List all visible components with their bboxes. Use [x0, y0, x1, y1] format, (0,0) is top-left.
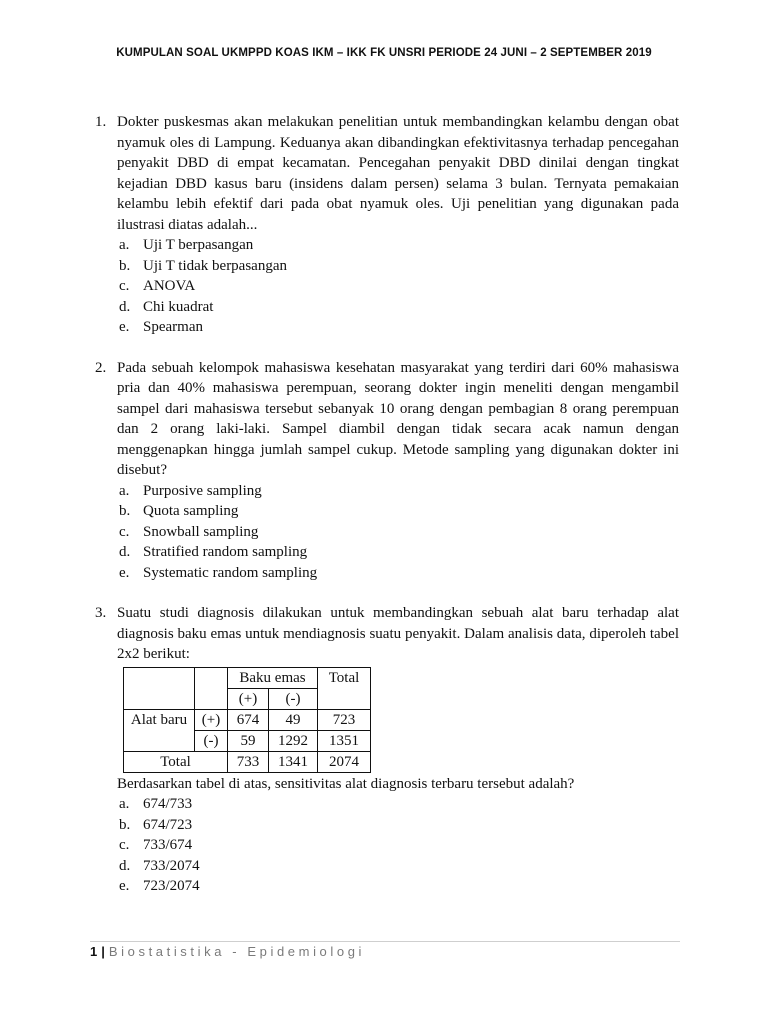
option-text: Purposive sampling [143, 482, 262, 499]
header-pos: (+) [228, 688, 269, 709]
table-cell-empty [124, 667, 195, 709]
question-list [95, 112, 679, 917]
table-cell: 674 [228, 709, 269, 730]
page-footer [90, 944, 365, 959]
option-c [117, 835, 679, 856]
footer-divider [90, 941, 680, 942]
question-text: Dokter puskesmas akan melakukan penelitian untuk membandingkan kelambu dengan obat nyamuk oles di Lampung. Keduanya akan dibandingkan efektivitasnya terhadap pencegahan penyakit DBD di empat kecamatan. Pencegahan penyakit DBD dinilai dengan tingkat kejadian DBD kasus baru (insidens dalam persen) selama 3 bulan. Ternyata pemakaian kelambu lebih efektif dari pada obat nyamuk oles. Uji penelitian yang digunakan pada ilustrasi diatas adalah... [117, 114, 679, 233]
row-label-alat-baru: Alat baru [124, 709, 195, 751]
option-letter: b. [119, 816, 131, 833]
question-1 [95, 112, 679, 338]
page-number: 1 [90, 944, 98, 959]
option-text: 733/674 [143, 837, 193, 853]
option-b [117, 256, 679, 277]
question-number: 3. [95, 605, 107, 621]
table-cell: 733 [228, 751, 269, 772]
option-letter: c. [119, 278, 130, 294]
option-letter: a. [119, 482, 130, 499]
option-list [117, 235, 679, 338]
option-letter: e. [119, 319, 130, 335]
total-label: Total [124, 751, 228, 772]
table-row [124, 709, 371, 730]
table-cell: 1351 [318, 730, 371, 751]
option-text: ANOVA [143, 278, 196, 294]
option-a [117, 794, 679, 815]
header-neg: (-) [269, 688, 318, 709]
footer-separator: | [101, 944, 105, 959]
option-d [117, 542, 679, 563]
option-e [117, 317, 679, 338]
table-cell: 49 [269, 709, 318, 730]
question-text: Pada sebuah kelompok mahasiswa kesehatan masyarakat yang terdiri dari 60% mahasiswa pria dan 40% mahasiswa perempuan, seorang dokter ingin meneliti dengan mengambil sampel dari mahasiswa tersebut sebanyak 10 orang dengan pembagian 8 orang perempuan dan 2 orang laki-laki. Sampel diambil dengan tidak secara acak namun dengan menggenapkan hingga jumlah sampel cukup. Metode sampling yang digunakan dokter ini disebut? [117, 359, 679, 478]
option-c [117, 276, 679, 297]
table-cell: 1292 [269, 730, 318, 751]
option-text: 723/2074 [143, 878, 200, 894]
table-row [124, 667, 371, 688]
option-letter: a. [119, 237, 130, 253]
option-letter: a. [119, 796, 130, 812]
option-text: Uji T berpasangan [143, 237, 254, 253]
footer-subject: Biostatistika - Epidemiologi [108, 944, 366, 959]
option-letter: d. [119, 857, 131, 874]
option-text: Stratified random sampling [143, 544, 308, 560]
row-sign-pos: (+) [195, 709, 228, 730]
page-header: KUMPULAN SOAL UKMPPD KOAS IKM – IKK FK UNSRI PERIODE 24 JUNI – 2 SEPTEMBER 2019 [116, 47, 652, 59]
option-list [117, 794, 679, 897]
option-a [117, 481, 679, 502]
option-letter: b. [119, 503, 131, 519]
question-number: 2. [95, 359, 107, 376]
table-cell: 59 [228, 730, 269, 751]
option-letter: e. [119, 878, 130, 894]
option-b [117, 815, 679, 836]
option-text: Quota sampling [143, 503, 239, 519]
question-followup-text: Berdasarkan tabel di atas, sensitivitas alat diagnosis terbaru tersebut adalah? [117, 775, 575, 792]
option-text: 674/723 [143, 816, 193, 833]
table-cell: 2074 [318, 751, 371, 772]
option-list [117, 481, 679, 584]
option-c [117, 522, 679, 543]
option-letter: c. [119, 837, 130, 853]
option-text: Uji T tidak berpasangan [143, 257, 287, 274]
header-total: Total [318, 667, 371, 709]
question-3 [95, 603, 679, 897]
table-cell: 723 [318, 709, 371, 730]
option-d [117, 856, 679, 877]
option-text: 733/2074 [143, 857, 200, 874]
option-e [117, 563, 679, 584]
contingency-table [123, 667, 371, 773]
option-letter: e. [119, 564, 130, 581]
option-text: Spearman [143, 319, 203, 335]
row-sign-neg: (-) [195, 730, 228, 751]
option-letter: c. [119, 523, 130, 540]
table-cell: 1341 [269, 751, 318, 772]
option-text: Chi kuadrat [143, 298, 214, 315]
option-letter: b. [119, 257, 131, 274]
option-letter: d. [119, 298, 131, 315]
table-row [124, 751, 371, 772]
question-2 [95, 358, 679, 584]
option-a [117, 235, 679, 256]
option-e [117, 876, 679, 897]
table-cell-empty [195, 667, 228, 709]
option-text: Systematic random sampling [143, 564, 318, 581]
question-number: 1. [95, 114, 107, 130]
option-text: 674/733 [143, 796, 193, 812]
header-baku-emas: Baku emas [228, 667, 318, 688]
option-text: Snowball sampling [143, 523, 259, 540]
question-text: Suatu studi diagnosis dilakukan untuk membandingkan sebuah alat baru terhadap alat diagnosis baku emas untuk mendiagnosis suatu penyakit. Dalam analisis data, diperoleh tabel 2x2 berikut: [117, 605, 679, 662]
option-letter: d. [119, 544, 131, 560]
option-d [117, 297, 679, 318]
option-b [117, 501, 679, 522]
